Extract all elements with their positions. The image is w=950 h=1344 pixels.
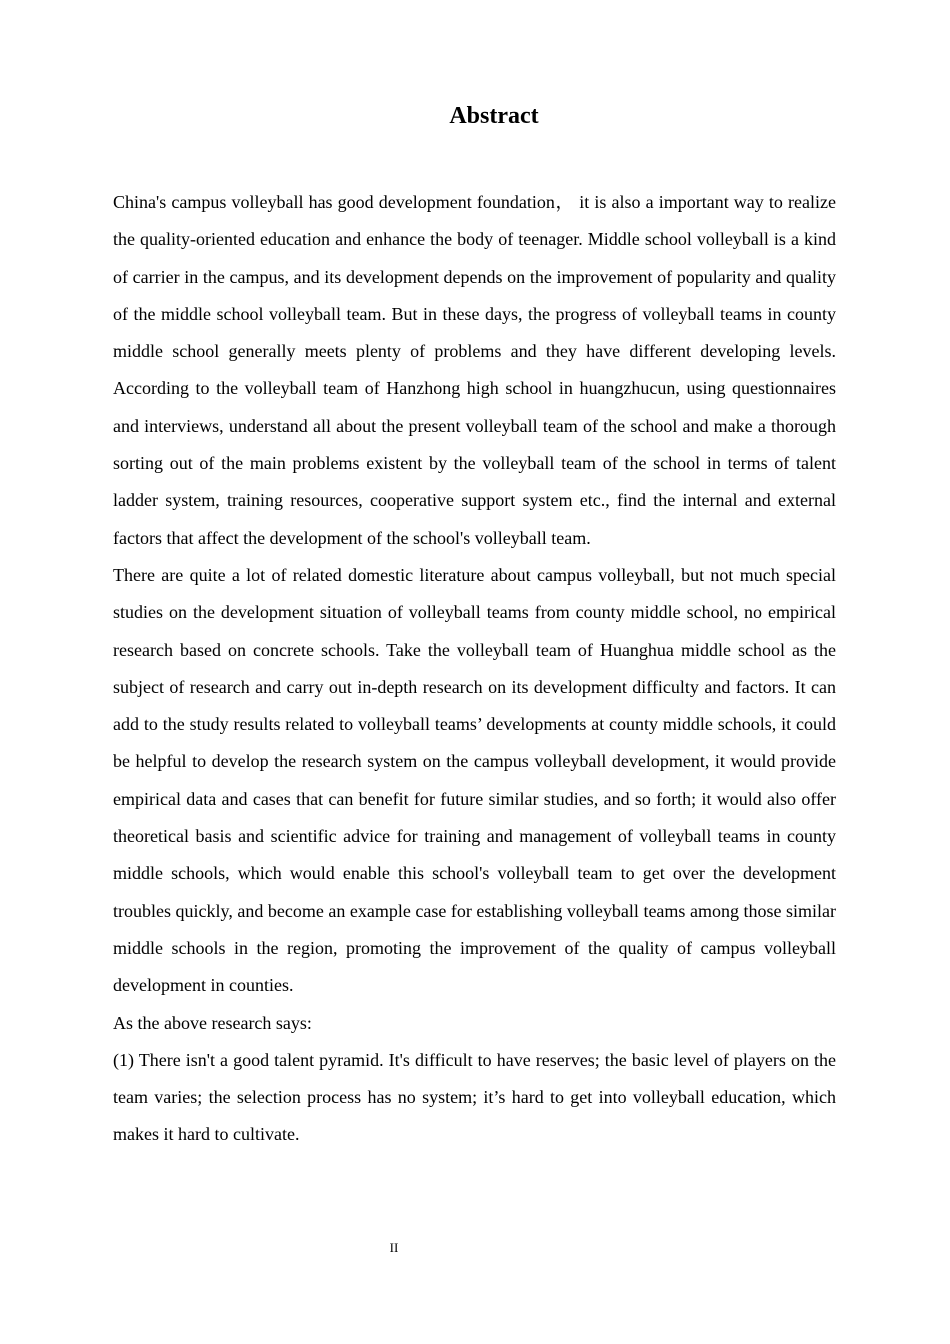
abstract-paragraph-2: There are quite a lot of related domestic literature about campus volleyball, but not much special studies on the development situation of volleyball teams from county middle school, no empirical research based on concrete schools. Take the volleyball team of Huanghua middle school as the subject of research and carry out in-depth research on its development difficulty and factors. It can add to the study results related to volleyball teams’ developments at county middle schools, it could be helpful to develop the research system on the campus volleyball development, it would provide empirical data and cases that can benefit for future similar studies, and so forth; it would also offer theoretical basis and scientific advice for training and management of volleyball teams in county middle schools, which would enable this school's volleyball team to get over the development troubles quickly, and become an example case for establishing volleyball teams among those similar middle schools in the region, promoting the improvement of the quality of campus volleyball development in counties. bbox=[113, 564, 836, 996]
page-title: Abstract bbox=[449, 103, 539, 129]
abstract-paragraph-3: As the above research says: bbox=[113, 1012, 312, 1033]
abstract-body bbox=[113, 184, 836, 1154]
page-number: II bbox=[389, 1240, 399, 1255]
abstract-paragraph-1: China's campus volleyball has good development foundation， it is also a important way to realize the quality-oriented education and enhance the body of teenager. Middle school volleyball is a kind of carrier in the campus, and its development depends on the improvement of popularity and quality of the middle school volleyball team. But in these days, the progress of volleyball teams in county middle school generally meets plenty of problems and they have different developing levels. According to the volleyball team of Hanzhong high school in huangzhucun, using questionnaires and interviews, understand all about the present volleyball team of the school and make a thorough sorting out of the main problems existent by the volleyball team of the school in terms of talent ladder system, training resources, cooperative support system etc., find the internal and external factors that affect the development of the school's volleyball team. bbox=[113, 192, 836, 548]
abstract-paragraph-4: (1) There isn't a good talent pyramid. It's difficult to have reserves; the basic level of players on the team varies; the selection process has no system; it’s hard to get into volleyball education, which makes it hard to cultivate. bbox=[113, 1049, 836, 1145]
